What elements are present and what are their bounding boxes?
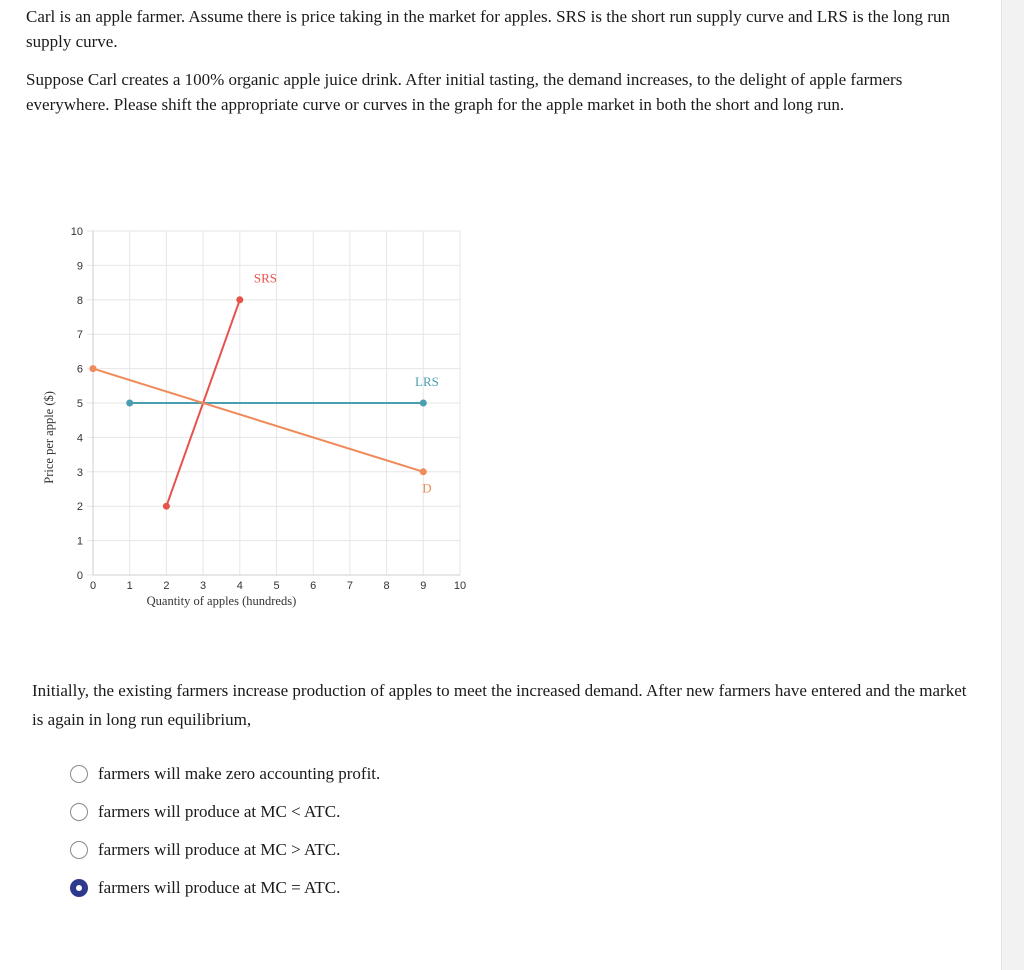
y-tick-label: 1 xyxy=(76,535,83,548)
radio-button[interactable] xyxy=(70,841,88,859)
x-tick-label: 6 xyxy=(310,580,317,592)
x-tick-label: 2 xyxy=(163,580,170,592)
lrs-label: LRS xyxy=(415,373,439,389)
y-tick-label: 7 xyxy=(76,329,83,342)
y-tick-label: 6 xyxy=(76,363,83,376)
d-label: D xyxy=(422,480,432,496)
x-tick-label: 10 xyxy=(453,580,467,592)
x-tick-label: 8 xyxy=(383,580,390,592)
answer-options xyxy=(70,755,380,907)
y-tick-label: 8 xyxy=(76,294,83,307)
question-text xyxy=(26,4,976,130)
radio-button[interactable] xyxy=(70,879,88,897)
lrs-endpoint xyxy=(420,400,427,407)
right-scrollbar-rail[interactable] xyxy=(1001,0,1024,970)
answer-option-label: farmers will produce at MC > ATC. xyxy=(98,840,341,859)
radio-button[interactable] xyxy=(70,765,88,783)
y-tick-label: 10 xyxy=(70,226,83,238)
x-tick-label: 0 xyxy=(89,580,97,592)
answer-option[interactable] xyxy=(70,755,380,793)
y-tick-label: 2 xyxy=(76,501,83,514)
x-tick-label: 5 xyxy=(273,580,280,592)
answer-option-label: farmers will make zero accounting profit. xyxy=(98,764,381,783)
d-curve xyxy=(93,369,423,472)
y-tick-label: 9 xyxy=(76,260,83,273)
answer-option-label: farmers will produce at MC = ATC. xyxy=(98,878,341,897)
answer-option[interactable] xyxy=(70,869,380,907)
y-tick-label: 3 xyxy=(76,466,83,479)
srs-endpoint xyxy=(163,503,170,510)
x-tick-label: 1 xyxy=(126,580,133,592)
y-tick-label: 5 xyxy=(76,398,83,410)
lrs-endpoint xyxy=(126,400,133,407)
y-axis-title: Price per apple ($) xyxy=(42,391,56,484)
answer-option-label: farmers will produce at MC < ATC. xyxy=(98,802,341,821)
srs-endpoint xyxy=(236,296,243,303)
d-endpoint xyxy=(420,468,427,475)
x-tick-label: 7 xyxy=(346,580,353,592)
x-axis-title: Quantity of apples (hundreds) xyxy=(146,594,297,608)
answer-option[interactable] xyxy=(70,831,380,869)
d-endpoint xyxy=(90,365,97,372)
y-tick-label: 0 xyxy=(76,570,83,582)
x-tick-label: 4 xyxy=(236,580,243,592)
chart-canvas[interactable] xyxy=(40,220,480,620)
question-paragraph-2: Suppose Carl creates a 100% organic apple juice drink. After initial tasting, the demand increases, to the delight of apple farmers everywhere. Please shift the appropriate curve or curves in the graph for the apple market in both the short and long run. xyxy=(26,70,903,114)
y-tick-label: 4 xyxy=(76,432,83,445)
followup-text: Initially, the existing farmers increase production of apples to meet the increased demand. After new farmers have entered and the market is again in long run equilibrium, xyxy=(32,681,967,729)
apple-market-chart[interactable] xyxy=(40,220,480,620)
answer-option[interactable] xyxy=(70,793,380,831)
x-tick-label: 9 xyxy=(420,580,427,592)
question-paragraph-1: Carl is an apple farmer. Assume there is price taking in the market for apples. SRS is the short run supply curve and LRS is the long run supply curve. xyxy=(26,7,950,51)
srs-label: SRS xyxy=(253,270,278,286)
radio-button[interactable] xyxy=(70,803,88,821)
x-tick-label: 3 xyxy=(200,580,207,592)
